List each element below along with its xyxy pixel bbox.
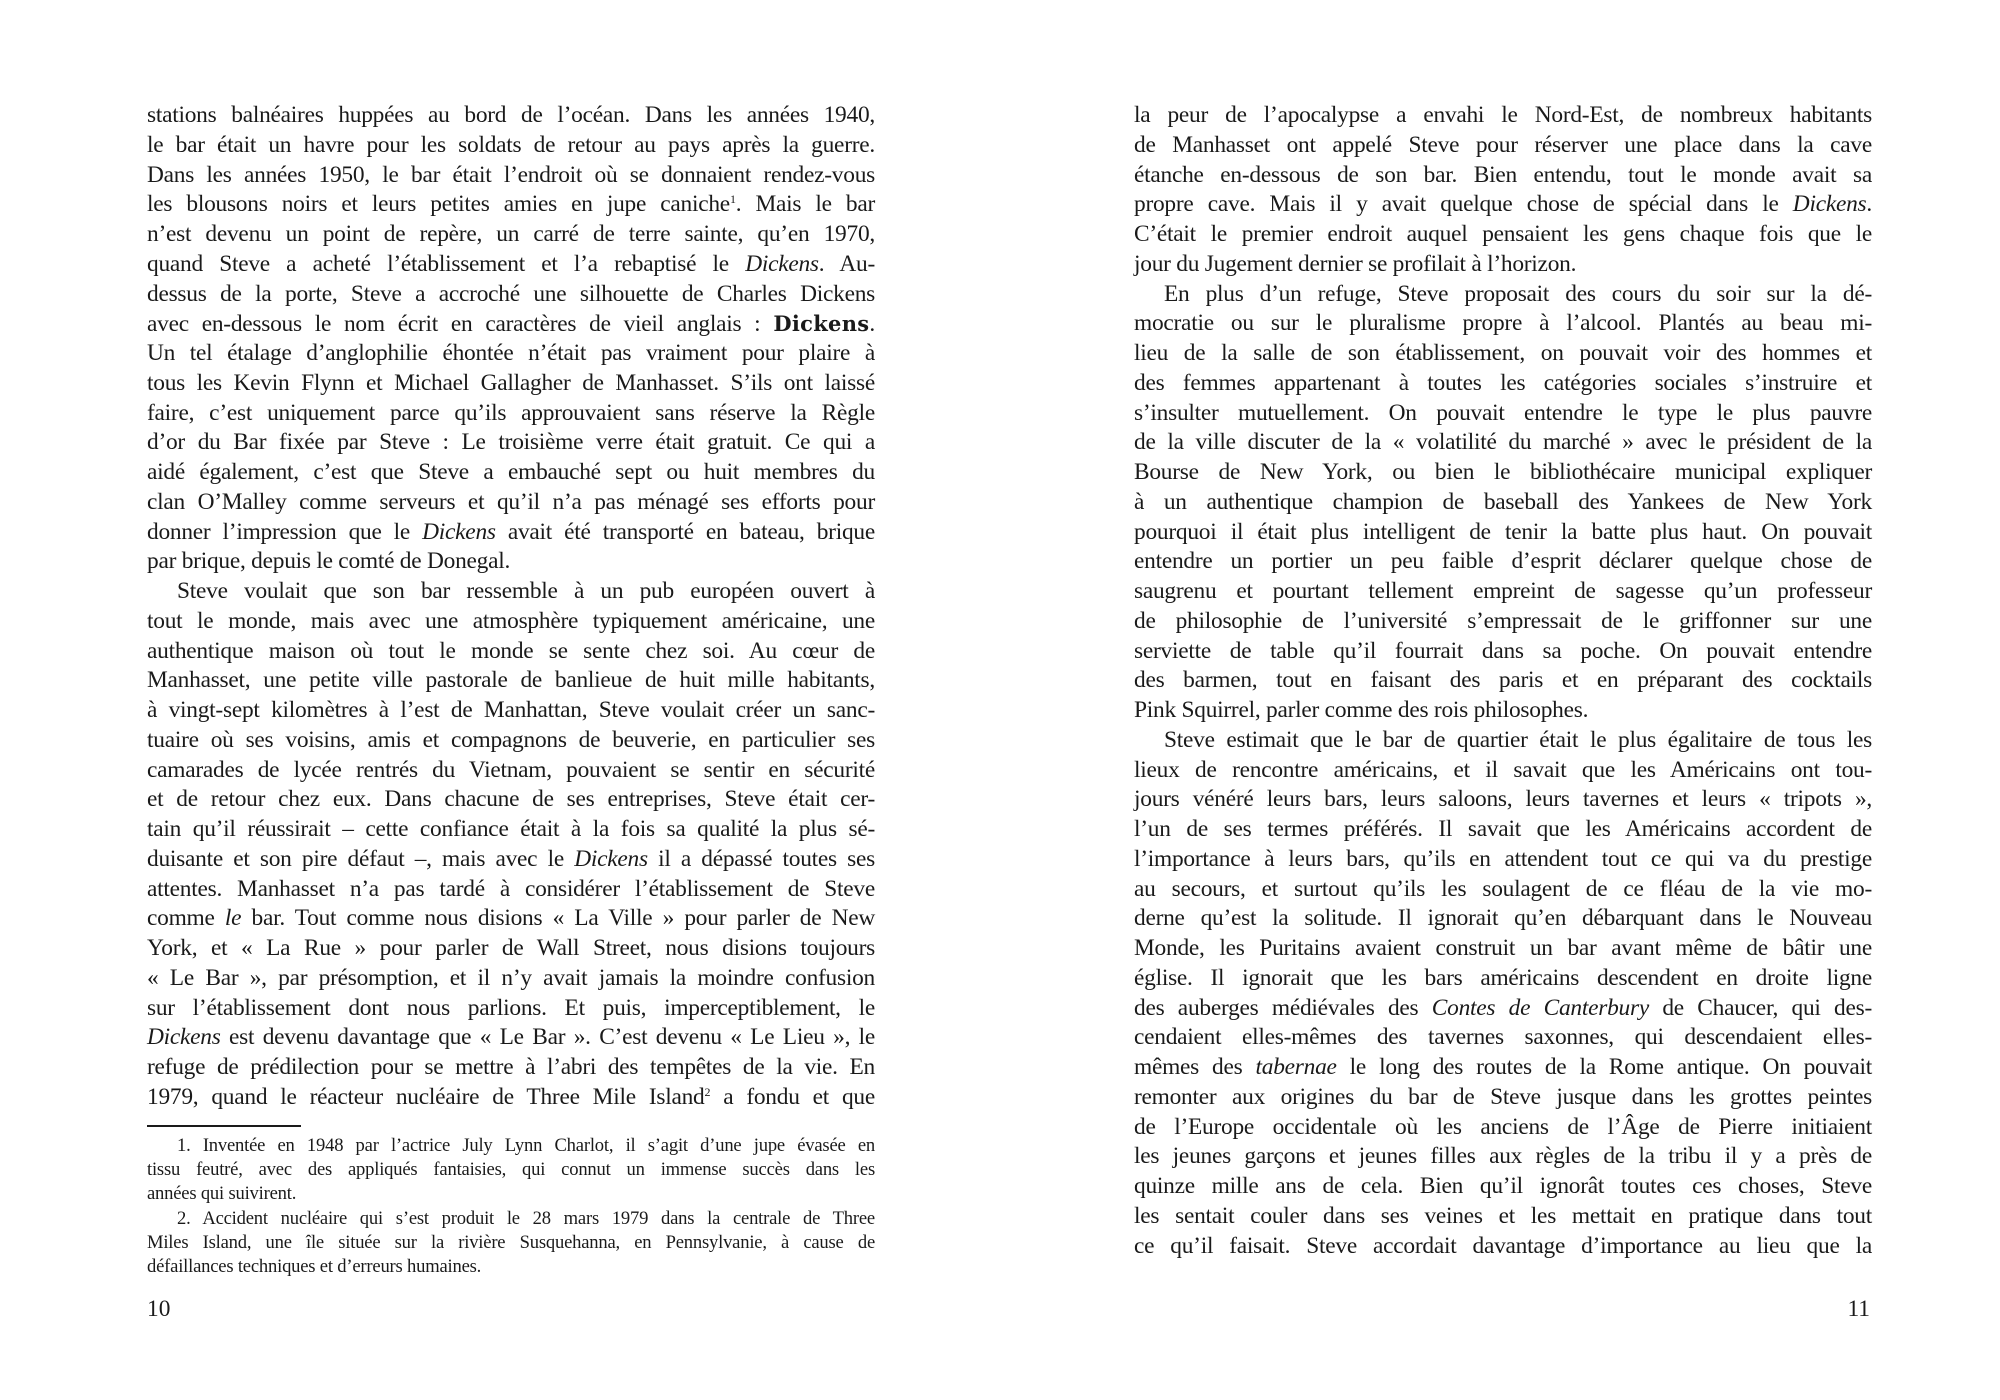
text-run: les sentait couler dans ses veines et les mettait en pratique dans tout <box>1134 1202 1872 1229</box>
text-run: duisante et son pire défaut –, mais avec le <box>147 845 575 872</box>
text-run: pourquoi il était plus intelligent de tenir la batte plus haut. On pouvait <box>1134 518 1872 545</box>
text-run: derne qu’est la solitude. Il ignorait qu’en débarquant dans le Nouveau <box>1134 905 1872 932</box>
page-number-right: 11 <box>1847 1296 1870 1322</box>
text-line <box>147 161 875 191</box>
text-line <box>1134 369 1872 399</box>
text-run: il a dépassé toutes ses <box>647 845 875 872</box>
footnote-line <box>147 1182 875 1206</box>
text-run: saugrenu et pourtant tellement empreint de sagesse qu’un professeur <box>1134 578 1872 604</box>
text-line <box>1134 518 1872 548</box>
text-run: l’importance à leurs bars, qu’ils en attendent tout ce qui va du prestige <box>1134 845 1872 872</box>
text-run: quand Steve a acheté l’établissement et l’a rebaptisé le <box>147 250 746 277</box>
text-run: Dans les années 1950, le bar était l’endroit où se donnaient rendez-vous <box>147 161 875 188</box>
text-line <box>147 666 875 696</box>
text-run: tous les Kevin Flynn et Michael Gallagher de Manhasset. S’ils ont laissé <box>147 369 875 396</box>
text-line <box>1134 756 1872 786</box>
text-run: a fondu et que <box>710 1083 875 1110</box>
text-line <box>1134 1113 1872 1143</box>
text-line <box>147 637 875 667</box>
footnotes <box>147 1134 875 1279</box>
italic-title: Dickens <box>574 845 648 872</box>
text-run: tout le monde, mais avec une atmosphère typiquement américaine, une <box>147 607 875 634</box>
text-run: d’or du Bar fixée par Steve : Le troisième verre était gratuit. Ce qui a <box>147 429 875 456</box>
text-line <box>147 488 875 518</box>
text-run: aidé également, c’est que Steve a embauché sept ou huit membres du <box>147 459 875 485</box>
text-run: la peur de l’apocalypse a envahi le Nord-Est, de nombreux habitants <box>1134 102 1872 128</box>
footnote-reference: 2 <box>704 1084 711 1099</box>
text-run: bar. Tout comme nous disions « La Ville » pour parler de New <box>241 905 876 932</box>
text-line <box>1134 1202 1872 1232</box>
text-run: remonter aux origines du bar de Steve jusque dans les grottes peintes <box>1134 1083 1872 1110</box>
text-run: mêmes des <box>1134 1054 1256 1080</box>
text-run: de philosophie de l’université s’empressait de le griffonner sur une <box>1134 607 1872 634</box>
footnote-line <box>147 1134 875 1158</box>
text-run: York, et « La Rue » pour parler de Wall Street, nous disions toujours <box>147 935 875 961</box>
text-run: . <box>869 311 875 338</box>
text-line <box>1134 875 1872 905</box>
text-run: . <box>1866 191 1872 218</box>
text-line <box>1134 577 1872 607</box>
text-line <box>1134 726 1872 756</box>
text-run: serviette de table qu’il fourrait dans sa poche. On pouvait entendre <box>1134 637 1872 664</box>
page-number-left: 10 <box>147 1296 171 1322</box>
footnote-line <box>147 1255 875 1279</box>
text-run: cendaient elles-mêmes des tavernes saxonnes, qui descendaient elles- <box>1134 1024 1872 1051</box>
text-line <box>147 577 875 607</box>
left-page-body <box>147 101 875 1113</box>
italic-title: Dickens <box>147 1024 221 1051</box>
italic-title: tabernae <box>1255 1054 1337 1080</box>
text-run: entendre un portier un peu faible d’esprit déclarer quelque chose de <box>1134 548 1872 575</box>
text-run: authentique maison où tout le monde se sente chez soi. Au cœur de <box>147 637 875 664</box>
text-line <box>147 904 875 934</box>
right-page <box>1000 0 2000 1400</box>
text-run: de Chaucer, qui des- <box>1648 994 1873 1021</box>
text-run: . Au- <box>818 250 875 277</box>
text-line <box>147 280 875 310</box>
text-line <box>1134 220 1872 250</box>
text-run: n’est devenu un point de repère, un carré de terre sainte, qu’en 1970, <box>147 221 875 247</box>
text-run: Bourse de New York, ou bien le bibliothécaire municipal expliquer <box>1134 459 1872 485</box>
text-run: jour du Jugement dernier se profilait à l’horizon. <box>1134 250 1577 277</box>
text-run: Miles Island, une île située sur la rivière Susquehanna, en Pennsylvanie, à cause de <box>147 1231 875 1253</box>
text-line <box>147 220 875 250</box>
text-line <box>147 815 875 845</box>
text-run: attentes. Manhasset n’a pas tardé à considérer l’établissement de Steve <box>147 875 875 902</box>
text-line <box>147 1023 875 1053</box>
text-run: Un tel étalage d’anglophilie éhontée n’était pas vraiment pour plaire à <box>147 340 875 366</box>
text-run: à un authentique champion de baseball des Yankees de New York <box>1134 488 1872 515</box>
footnote-reference: 1 <box>729 192 736 207</box>
italic-title: le <box>224 905 242 932</box>
text-line <box>147 458 875 488</box>
text-run: défaillances techniques et d’erreurs humaines. <box>147 1256 482 1278</box>
text-line <box>147 1083 875 1113</box>
text-line <box>147 994 875 1024</box>
text-run: de l’Europe occidentale où les anciens de l’Âge de Pierre initiaient <box>1134 1113 1872 1140</box>
text-run: les blousons noirs et leurs petites amies en jupe caniche <box>147 191 730 218</box>
text-line <box>147 399 875 429</box>
footnote-line <box>147 1231 875 1255</box>
text-line <box>1134 964 1872 994</box>
text-run: C’était le premier endroit auquel pensaient les gens chaque fois que le <box>1134 221 1872 247</box>
text-run: stations balnéaires huppées au bord de l’océan. Dans les années 1940, <box>147 102 875 128</box>
text-line <box>147 756 875 786</box>
text-run: par brique, depuis le comté de Donegal. <box>147 548 511 575</box>
text-line <box>1134 696 1872 726</box>
text-run: 1. Inventée en 1948 par l’actrice July Lynn Charlot, il s’agit d’une jupe évasée en <box>177 1135 875 1156</box>
text-line <box>1134 1232 1872 1262</box>
text-line <box>1134 1142 1872 1172</box>
text-run: est devenu davantage que « Le Bar ». C’est devenu « Le Lieu », le <box>220 1024 875 1051</box>
text-run: tain qu’il réussirait – cette confiance était à la fois sa qualité la plus sé- <box>147 816 875 842</box>
italic-title: Dickens <box>422 518 496 545</box>
text-line <box>147 131 875 161</box>
text-line <box>1134 1053 1872 1083</box>
text-run: des auberges médiévales des <box>1134 994 1432 1021</box>
right-page-body <box>1134 101 1872 1261</box>
text-run: avait été transporté en bateau, brique <box>495 518 875 545</box>
text-line <box>1134 607 1872 637</box>
footnote-line <box>147 1207 875 1231</box>
text-line <box>1134 1172 1872 1202</box>
text-line <box>147 1053 875 1083</box>
text-run: Manhasset, une petite ville pastorale de banlieue de huit mille habitants, <box>147 667 875 694</box>
text-run: années qui suivirent. <box>147 1183 297 1205</box>
text-run: tuaire où ses voisins, amis et compagnons de beuverie, en particulier ses <box>147 726 875 753</box>
text-run: de la ville discuter de la « volatilité du marché » avec le président de la <box>1134 429 1872 456</box>
text-run: des barmen, tout en faisant des paris et en préparant des cocktails <box>1134 667 1872 694</box>
text-run: à vingt-sept kilomètres à l’est de Manhattan, Steve voulait créer un sanc- <box>147 697 875 723</box>
text-line <box>1134 309 1872 339</box>
text-line <box>1134 339 1872 369</box>
text-run: Pink Squirrel, parler comme des rois philosophes. <box>1134 697 1589 723</box>
text-run: comme <box>147 905 225 932</box>
text-run: faire, c’est uniquement parce qu’ils approuvaient sans réserve la Règle <box>147 399 875 426</box>
text-line <box>1134 161 1872 191</box>
text-line <box>147 518 875 548</box>
blackletter-dickens: Dickens <box>773 311 870 337</box>
text-run: . Mais le bar <box>735 191 876 218</box>
text-line <box>1134 280 1872 310</box>
footnote-line <box>147 1158 875 1182</box>
text-run: 2. Accident nucléaire qui s’est produit le 28 mars 1979 dans la centrale de Three <box>177 1207 875 1229</box>
text-line <box>147 607 875 637</box>
text-run: mocratie ou sur le pluralisme propre à l’alcool. Plantés au beau mi- <box>1134 310 1872 337</box>
text-line <box>1134 458 1872 488</box>
text-line <box>1134 250 1872 280</box>
text-run: propre cave. Mais il y avait quelque chose de spécial dans le <box>1134 191 1793 218</box>
text-line <box>1134 547 1872 577</box>
text-line <box>147 190 875 220</box>
text-run: donner l’impression que le <box>147 518 423 545</box>
text-line <box>1134 904 1872 934</box>
text-line <box>1134 488 1872 518</box>
text-run: lieu de la salle de son établissement, on pouvait voir des hommes et <box>1134 340 1872 366</box>
text-run: sur l’établissement dont nous parlions. Et puis, imperceptiblement, le <box>147 994 875 1021</box>
text-line <box>147 309 875 339</box>
italic-title: Contes de Canterbury <box>1431 994 1649 1021</box>
text-line <box>1134 1083 1872 1113</box>
text-run: s’insulter mutuellement. On pouvait entendre le type le plus pauvre <box>1134 399 1872 426</box>
text-line <box>1134 815 1872 845</box>
text-run: le long des routes de la Rome antique. On pouvait <box>1336 1054 1872 1080</box>
text-line <box>147 101 875 131</box>
text-run: Monde, les Puritains avaient construit un bar avant même de bâtir une <box>1134 935 1872 961</box>
text-line <box>147 964 875 994</box>
text-line <box>1134 934 1872 964</box>
text-run: tissu feutré, avec des appliqués fantaisies, qui connut un immense succès dans les <box>147 1159 875 1181</box>
italic-title: Dickens <box>1792 191 1867 218</box>
italic-title: Dickens <box>745 250 819 277</box>
text-line <box>1134 399 1872 429</box>
text-run: étanche en-dessous de son bar. Bien entendu, tout le monde avait sa <box>1134 161 1872 188</box>
text-line <box>1134 994 1872 1024</box>
text-line <box>147 339 875 369</box>
text-run: les jeunes garçons et jeunes filles aux règles de la tribu il y a près de <box>1134 1143 1872 1170</box>
text-run: clan O’Malley comme serveurs et qu’il n’a pas ménagé ses efforts pour <box>147 488 875 515</box>
text-run: jours vénéré leurs bars, leurs saloons, leurs tavernes et leurs « tripots », <box>1134 786 1872 813</box>
text-line <box>147 428 875 458</box>
text-run: et de retour chez eux. Dans chacune de ses entreprises, Steve était cer- <box>147 786 875 813</box>
text-line <box>1134 666 1872 696</box>
text-run: église. Il ignorait que les bars américains descendent en droite ligne <box>1134 964 1872 991</box>
footnote-separator <box>147 1125 301 1127</box>
text-line <box>147 726 875 756</box>
text-line <box>1134 785 1872 815</box>
text-line <box>1134 131 1872 161</box>
text-run: de Manhasset ont appelé Steve pour réserver une place dans la cave <box>1134 131 1872 158</box>
text-run: En plus d’un refuge, Steve proposait des cours du soir sur la dé- <box>1164 280 1872 307</box>
text-run: camarades de lycée rentrés du Vietnam, pouvaient se sentir en sécurité <box>147 756 875 783</box>
text-run: avec en-dessous le nom écrit en caractères de vieil anglais : <box>147 311 774 338</box>
text-run: Steve voulait que son bar ressemble à un pub européen ouvert à <box>177 578 875 604</box>
text-run: « Le Bar », par présomption, et il n’y avait jamais la moindre confusion <box>147 964 875 991</box>
text-line <box>147 875 875 905</box>
text-line <box>147 845 875 875</box>
text-line <box>1134 1023 1872 1053</box>
text-line <box>1134 845 1872 875</box>
text-line <box>147 696 875 726</box>
text-run: des femmes appartenant à toutes les catégories sociales s’instruire et <box>1134 369 1872 396</box>
text-line <box>147 547 875 577</box>
text-run: Steve estimait que le bar de quartier était le plus égalitaire de tous les <box>1164 726 1872 753</box>
text-run: dessus de la porte, Steve a accroché une silhouette de Charles Dickens <box>147 280 875 307</box>
text-run: le bar était un havre pour les soldats de retour au pays après la guerre. <box>147 131 875 158</box>
text-line <box>1134 190 1872 220</box>
text-line <box>1134 101 1872 131</box>
text-run: refuge de prédilection pour se mettre à l’abri des tempêtes de la vie. En <box>147 1054 875 1080</box>
text-line <box>147 785 875 815</box>
text-run: ce qu’il faisait. Steve accordait davantage d’importance au lieu que la <box>1134 1232 1872 1259</box>
text-line <box>147 250 875 280</box>
text-line <box>147 934 875 964</box>
text-run: quinze mille ans de cela. Bien qu’il ignorât toutes ces choses, Steve <box>1134 1173 1872 1199</box>
text-run: au secours, et surtout qu’ils les soulagent de ce fléau de la vie mo- <box>1134 875 1872 902</box>
text-run: 1979, quand le réacteur nucléaire de Three Mile Island <box>147 1083 705 1110</box>
text-line <box>1134 428 1872 458</box>
text-line <box>1134 637 1872 667</box>
text-run: lieux de rencontre américains, et il savait que les Américains ont tou- <box>1134 756 1872 783</box>
text-line <box>147 369 875 399</box>
text-run: l’un de ses termes préférés. Il savait que les Américains accordent de <box>1134 816 1872 842</box>
